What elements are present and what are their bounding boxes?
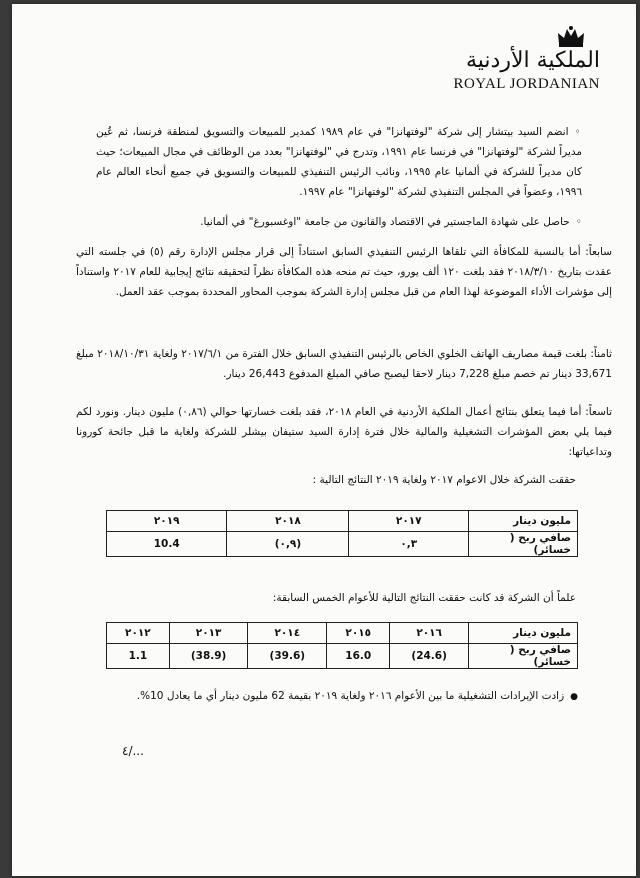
table-cell: مليون دينار	[469, 623, 578, 644]
document-page	[12, 4, 636, 876]
table-cell: ٠,٣	[349, 532, 469, 557]
table-row	[107, 532, 578, 557]
table-cell: (٠,٩)	[227, 532, 349, 557]
table-cell: ٢٠١٥	[327, 623, 390, 644]
section-eighth: ثامناً: بلغت قيمة مصاريف الهاتف الخلوي الخاص بالرئيس التنفيذي السابق خلال الفترة من ٢٠١٧/٦/١ ولغاية ٢٠١٨/١٠/٣١ مبلغ 33,671 دينار تم خصم مبلغ 7,228 دينار لاحقا ليصبح صافي المبلغ المدفوع 26,443 دينار.	[76, 348, 612, 380]
bio-paragraph-2: ◦ حاصل على شهادة الماجستير في الاقتصاد والقانون من جامعة "اوغسبورغ" في ألمانيا.	[96, 212, 582, 232]
bio-paragraph-1: ◦ انضم السيد بيتشار إلى شركة "لوفتهانزا" في عام ١٩٨٩ كمدير للمبيعات والتسويق لمنطقة فرنسا، ثم عُين مديراً لشركة "لوفتهانزا" في فرنسا عام ١٩٩١، وتدرج في "لوفتهانزا" بعدد من الوظائف في مجال المبيعات؛ حيث كان مديراً للشركة في ألمانيا عام ١٩٩٥، ونائب الرئيس التنفيذي للمبيعات والتسويق في جميع أنحاء العالم عام ١٩٩٦، وعضواً في المجلس التنفيذي لشركة "لوفتهانزا" عام ١٩٩٧.	[96, 122, 582, 202]
table-cell: 16.0	[327, 644, 390, 669]
royal-jordanian-logo	[450, 26, 600, 93]
table-cell: ٢٠١٢	[107, 623, 170, 644]
crown-icon	[556, 26, 586, 48]
results-intro: حققت الشركة خلال الاعوام ٢٠١٧ ولغاية ٢٠١٩ النتائج التالية :	[312, 474, 576, 486]
results-table-2017-2019	[106, 510, 578, 557]
table-cell: ٢٠١٦	[390, 623, 469, 644]
table-row	[107, 511, 578, 532]
table-cell: صافي ربح ( خسائر)	[469, 532, 578, 557]
table-cell: 10.4	[107, 532, 227, 557]
table-cell: ٢٠١٧	[349, 511, 469, 532]
revenue-note: ● زادت الإيرادات التشغيلية ما بين الأعوام ٢٠١٦ ولغاية ٢٠١٩ بقيمة 62 مليون دينار أي ما يعادل 10%.	[78, 686, 578, 707]
table-row	[107, 623, 578, 644]
table-cell: مليون دينار	[469, 511, 578, 532]
table-row	[107, 644, 578, 669]
table-cell: (24.6)	[390, 644, 469, 669]
table-cell: (38.9)	[169, 644, 248, 669]
logo-arabic-text: الملكية الأردنية	[465, 48, 600, 73]
table-cell: 1.1	[107, 644, 170, 669]
table-cell: ٢٠١٤	[248, 623, 327, 644]
table-cell: ٢٠١٨	[227, 511, 349, 532]
logo-english-text: ROYAL JORDANIAN	[453, 76, 600, 92]
previous-years-intro: علماً أن الشركة قد كانت حققت النتائج التالية للأعوام الخمس السابقة:	[272, 592, 576, 604]
table-cell: (39.6)	[248, 644, 327, 669]
section-ninth: تاسعاً: أما فيما يتعلق بنتائج أعمال الملكية الأردنية في العام ٢٠١٨، فقد بلغت خسارتها حوالي (٠,٨٦) مليون دينار. ونورد لكم فيما يلي بعض المؤشرات التشغيلية والمالية خلال فترة إدارة السيد ستيفان بيشلر للشركة ولغاية ما قبل جائحة كورونا وتداعياتها:	[76, 406, 612, 458]
table-cell: ٢٠١٣	[169, 623, 248, 644]
table-cell: صافي ربح ( خسائر)	[469, 644, 578, 669]
section-seventh: سابعاً: أما بالنسبة للمكافأة التي تلقاها الرئيس التنفيذي السابق استناداً إلى قرار مجلس الإدارة رقم (٥) في جلسته التي عقدت بتاريخ ٢٠١٨/٣/١٠ فقد بلغت ١٢٠ ألف يورو، حيث تم منحه هذه المكافأة نظراً لتحقيقه نتائج إيجابية للعام ٢٠١٧ واستناداً إلى مؤشرات الأداء الموضوعة لهذا العام من قبل مجلس إدارة الشركة بموجب المحاور المحددة بموجب عقد العمل.	[76, 246, 612, 298]
results-table-2012-2016	[106, 622, 578, 669]
page-number: ٤/...	[122, 744, 144, 758]
table-cell: ٢٠١٩	[107, 511, 227, 532]
